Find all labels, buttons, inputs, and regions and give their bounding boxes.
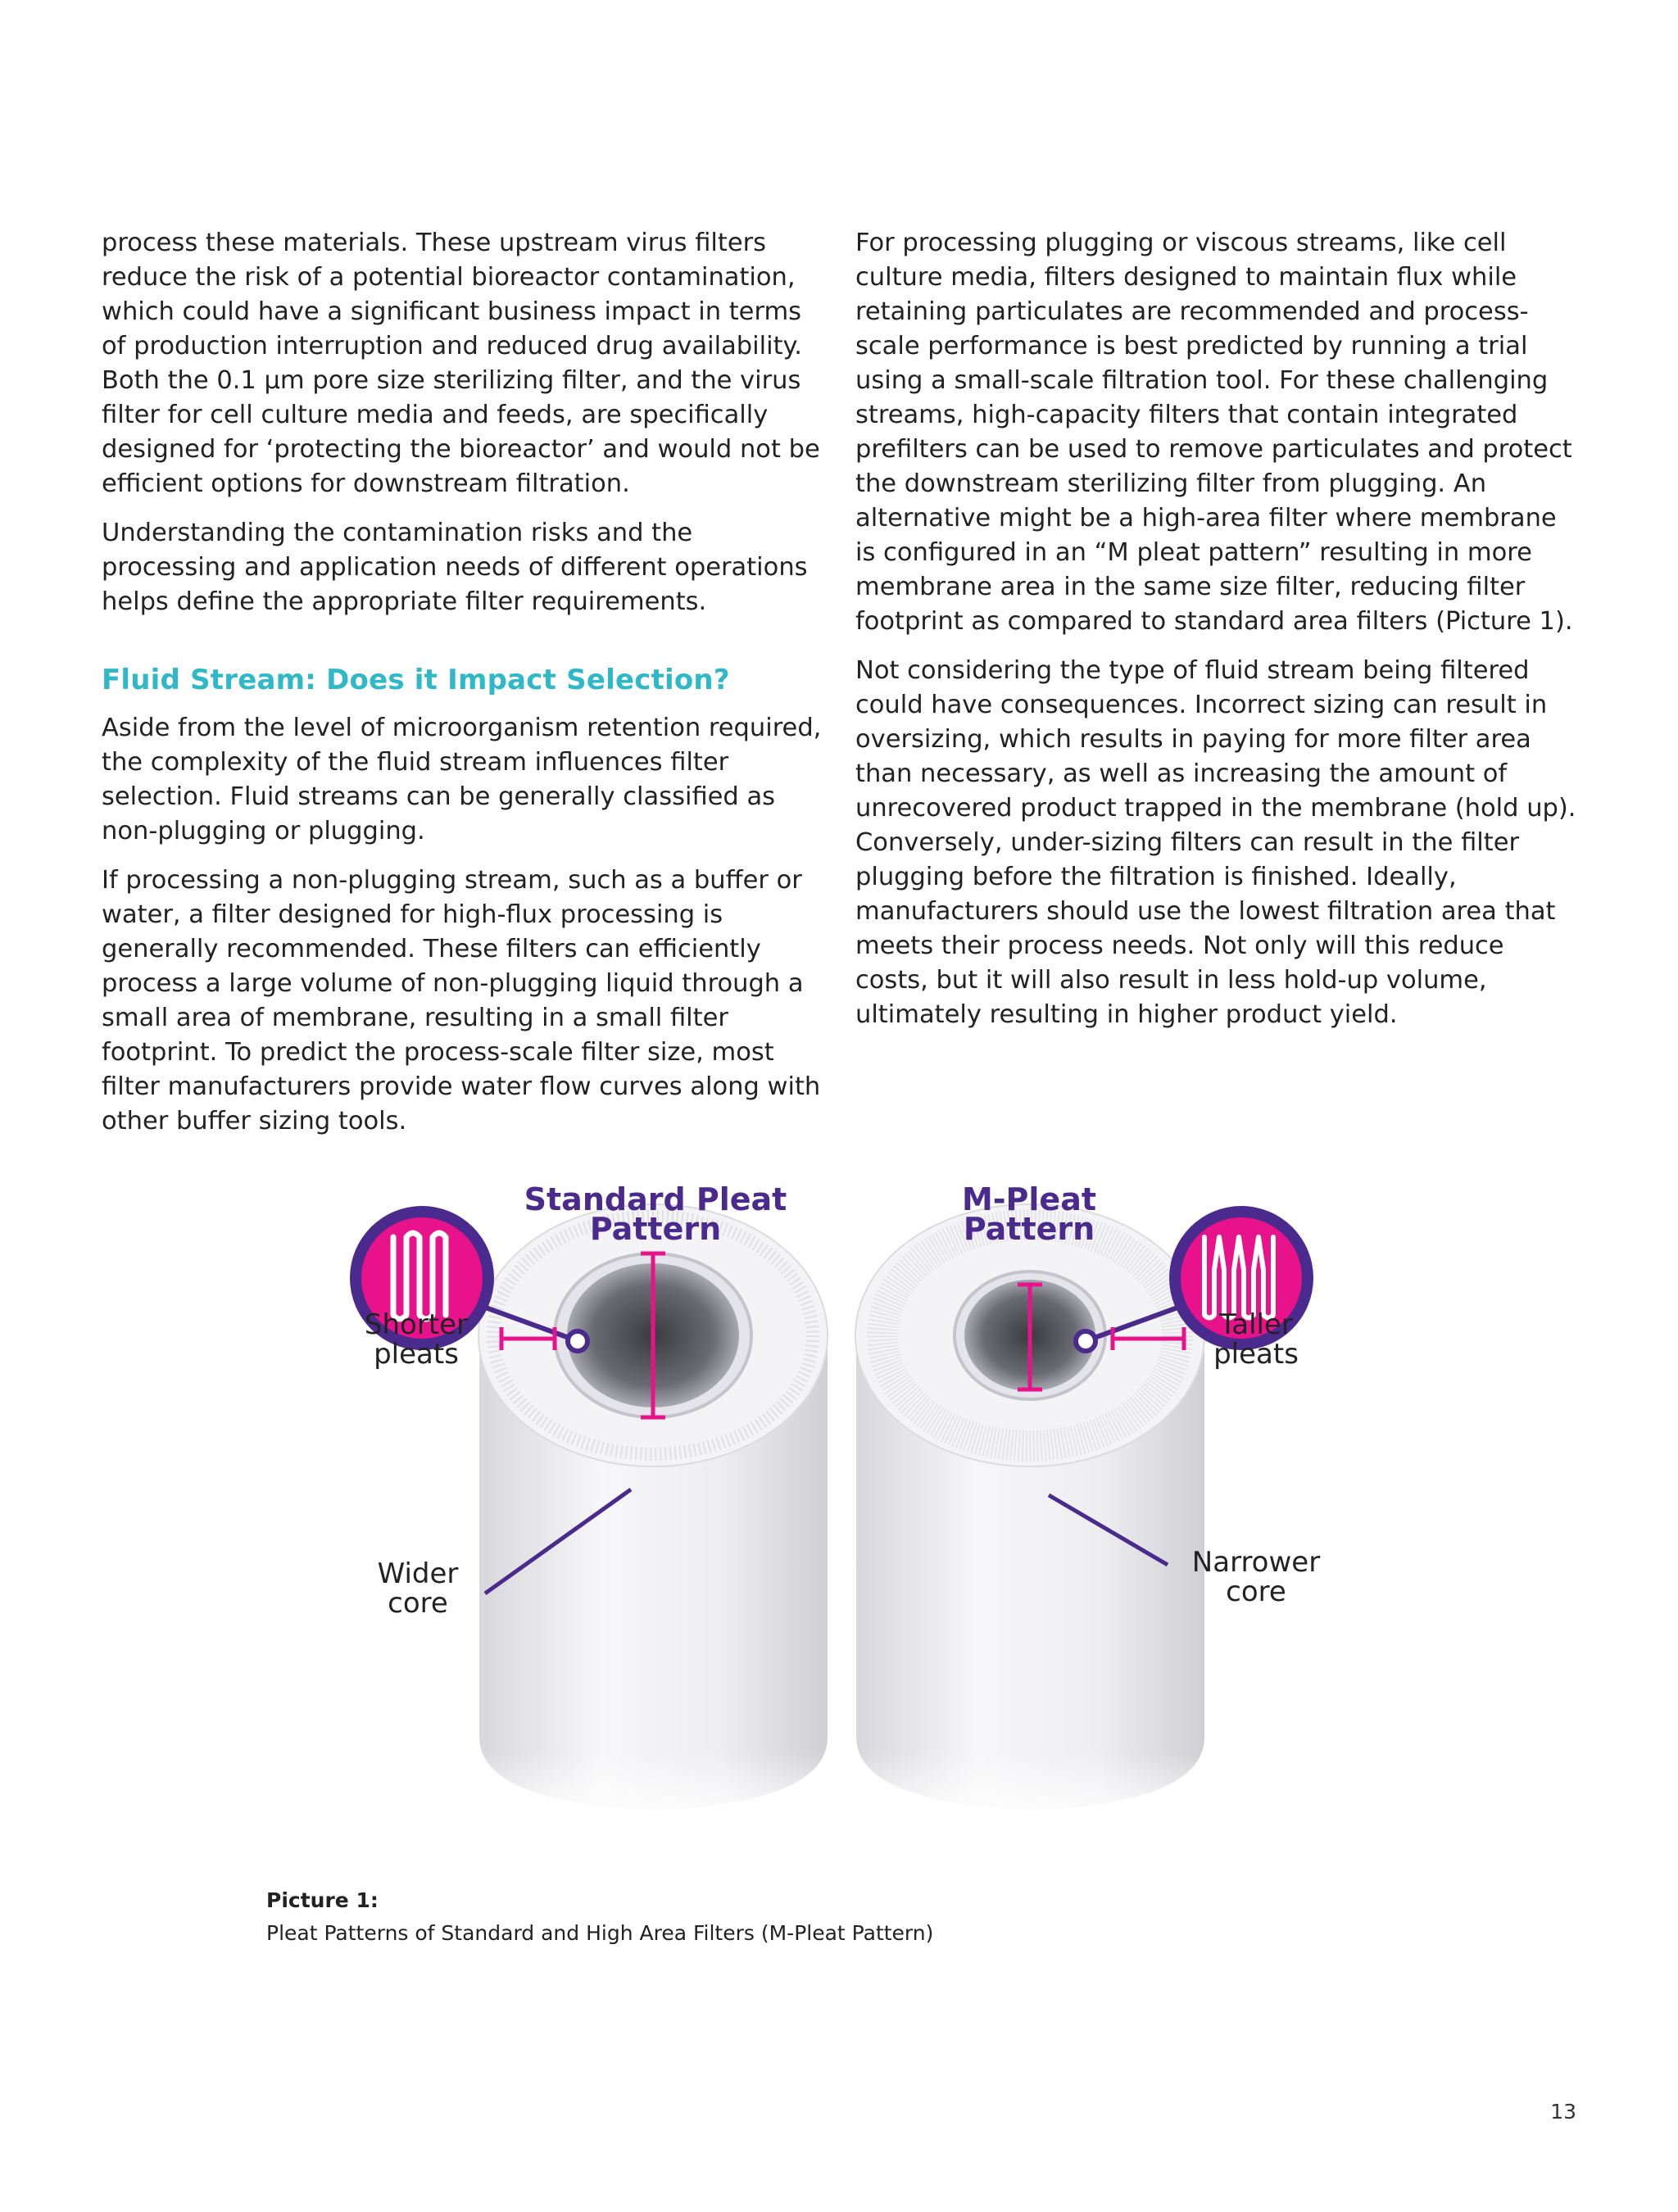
paragraph: For processing plugging or viscous streams, like cell culture media, filters designed to maintain flux while retaining particulates are recommended and process-scale performance is best predicted by running a trial using a small-scale filtration tool. For these challenging streams, high-capacity filters that contain integrated prefilters can be used to remove particulates and protect the downstream sterilizing filter from plugging. An alternative might be a high-area filter where membrane is configured in an “M pleat pattern” resulting in more membrane area in the same size filter, reducing filter footprint as compared to standard area filters (Picture 1). [855, 229, 1573, 636]
mpleat-title-line1: M-Pleat [961, 1181, 1097, 1217]
filter-illustration [311, 1147, 1376, 1852]
paragraph: process these materials. These upstream virus filters reduce the risk of a potential bioreactor contamination, which could have a significant business impact in terms of production interruption and reduced drug availability. Both the 0.1 μm pore size sterilizing filter, and the virus filter for cell culture media and feeds, are specifically designed for ‘protecting the bioreactor’ and would not be efficient options for downstream filtration. [102, 229, 820, 498]
paragraph: Aside from the level of microorganism retention required, the complexity of the fluid stream influences filter selection. Fluid streams can be generally classified as non-plugging or plugging. [102, 714, 822, 845]
standard-title-line1: Standard Pleat [524, 1181, 787, 1217]
wider-label-line1: Wider [377, 1557, 459, 1590]
standard-title-line2: Pattern [589, 1211, 722, 1247]
taller-label-line2: pleats [1213, 1338, 1299, 1371]
right-column [855, 226, 1576, 1047]
left-column [102, 226, 823, 1154]
paragraph: Understanding the contamination risks and the processing and application needs of different operations helps define the appropriate filter requirements. [102, 519, 808, 616]
figure-caption [266, 1884, 933, 1950]
caption-text: Pleat Patterns of Standard and High Area Filters (M-Pleat Pattern) [266, 1921, 934, 1945]
paragraph: If processing a non-plugging stream, such as a buffer or water, a filter designed for high-flux processing is generally recommended. These filters can efficiently process a large volume of non-plugging liquid through a small area of membrane, resulting in a small filter footprint. To predict the process-scale filter size, most filter manufacturers provide water flow curves along with other buffer sizing tools. [102, 866, 821, 1135]
taller-label-line1: Taller [1219, 1308, 1293, 1341]
paragraph: Not considering the type of fluid stream being filtered could have consequences. Incorrect sizing can result in oversizing, which results in paying for more filter area than necessary, as well as increasing the amount of unrecovered product trapped in the membrane (hold up). Conversely, under-sizing filters can result in the filter plugging before the filtration is finished. Ideally, manufacturers should use the lowest filtration area that meets their process needs. Not only will this reduce costs, but it will also result in less hold-up volume, ultimately resulting in higher product yield. [855, 656, 1576, 1029]
narrower-label-line2: core [1226, 1575, 1286, 1608]
shorter-label-line2: pleats [374, 1338, 459, 1371]
mpleat-title-line2: Pattern [963, 1211, 1095, 1247]
narrower-label-line1: Narrower [1191, 1546, 1321, 1579]
shorter-label-line1: Shorter [364, 1308, 469, 1341]
pleat-pattern-figure [311, 1147, 1376, 1852]
wider-label-line2: core [388, 1587, 448, 1620]
page-number: 13 [1550, 2100, 1576, 2124]
section-heading: Fluid Stream: Does it Impact Selection? [102, 664, 730, 696]
caption-title: Picture 1: [266, 1888, 379, 1912]
